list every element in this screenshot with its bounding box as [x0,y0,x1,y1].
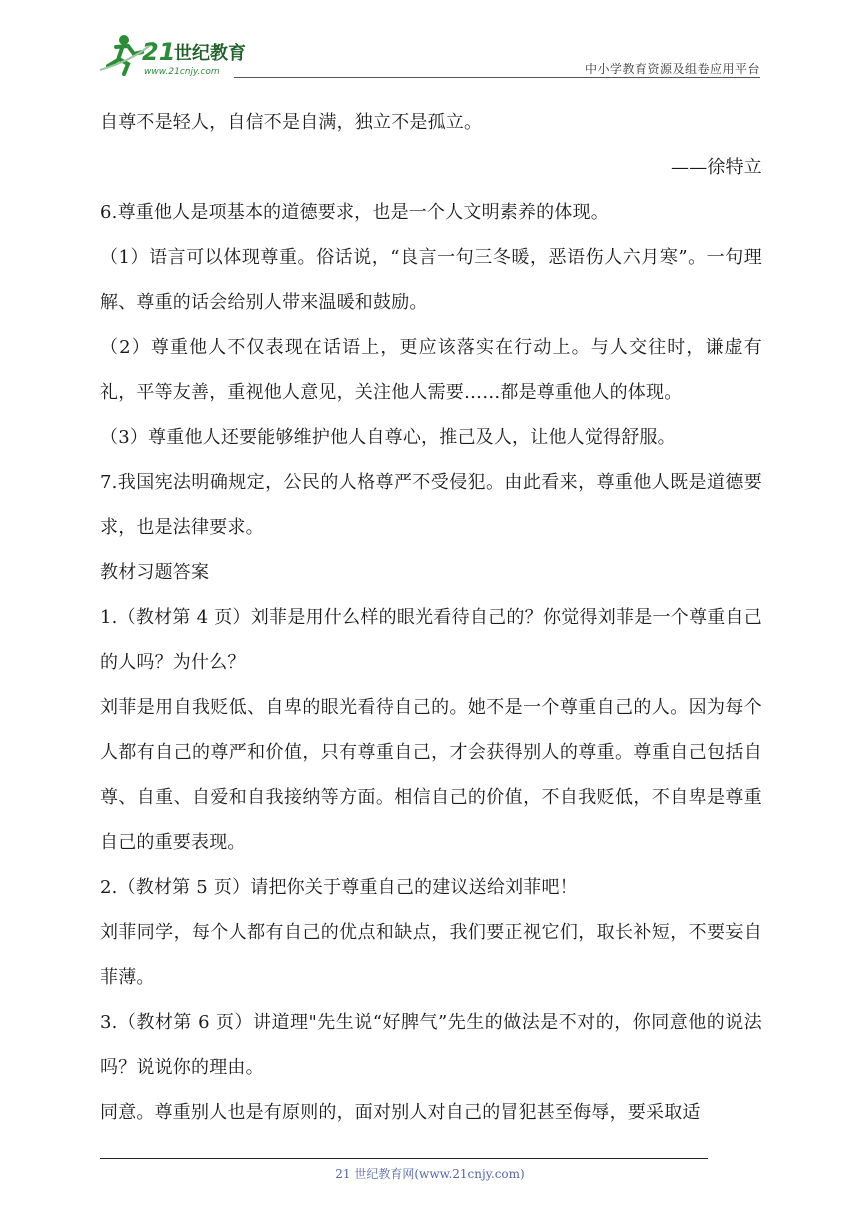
header-divider [234,77,760,78]
paragraph: ——徐特立 [671,157,762,178]
paragraph: 3.（教材第 6 页）讲道理"先生说“好脾气”先生的做法是不对的，你同意他的说法吗？说说你的理由。 [100,1012,762,1078]
paragraph: 教材习题答案 [100,562,210,583]
paragraph: 同意。尊重别人也是有原则的，面对别人对自己的冒犯甚至侮辱，要采取适 [100,1102,701,1123]
paragraph: 6.尊重他人是项基本的道德要求，也是一个人文明素养的体现。 [100,202,609,223]
paragraph: （3）尊重他人还要能够维护他人自尊心，推己及人，让他人觉得舒服。 [100,427,676,448]
paragraph: （2）尊重他人不仅表现在话语上，更应该落实在行动上。与人交往时，谦虚有礼，平等友善，重视他人意见，关注他人需要……都是尊重他人的体现。 [100,337,762,403]
paragraph: 1.（教材第 4 页）刘菲是用什么样的眼光看待自己的？你觉得刘菲是一个尊重自己的人吗？为什么？ [100,607,762,673]
document-body [100,100,762,1135]
svg-text:21: 21 [142,38,176,66]
paragraph: 刘菲是用自我贬低、自卑的眼光看待自己的。她不是一个尊重自己的人。因为每个人都有自己的尊严和价值，只有尊重自己，才会获得别人的尊重。尊重自己包括自尊、自重、自爱和自我接纳等方面。相信自己的价值，不自我贬低，不自卑是尊重自己的重要表现。 [100,697,762,853]
paragraph: （1）语言可以体现尊重。俗话说，“良言一句三冬暖，恶语伤人六月寒”。一句理解、尊重的话会给别人带来温暖和鼓励。 [100,247,762,313]
page-header [94,30,760,78]
footer-divider [100,1158,708,1159]
paragraph: 刘菲同学，每个人都有自己的优点和缺点，我们要正视它们，取长补短，不要妄自菲薄。 [100,922,762,988]
runner-logo-icon [94,30,264,78]
paragraph: 7.我国宪法明确规定，公民的人格尊严不受侵犯。由此看来，尊重他人既是道德要求，也是法律要求。 [100,472,762,538]
svg-text:www.21cnjy.com: www.21cnjy.com [144,67,220,77]
paragraph: 2.（教材第 5 页）请把你关于尊重自己的建议送给刘菲吧！ [100,877,578,898]
paragraph: 自尊不是轻人，自信不是自满，独立不是孤立。 [100,112,483,133]
svg-text:世纪教育: 世纪教育 [174,43,246,64]
footer-source: 21 世纪教育网(www.21cnjy.com) [335,1167,525,1181]
header-tagline: 中小学教育资源及组卷应用平台 [584,62,760,76]
site-logo [94,30,264,78]
